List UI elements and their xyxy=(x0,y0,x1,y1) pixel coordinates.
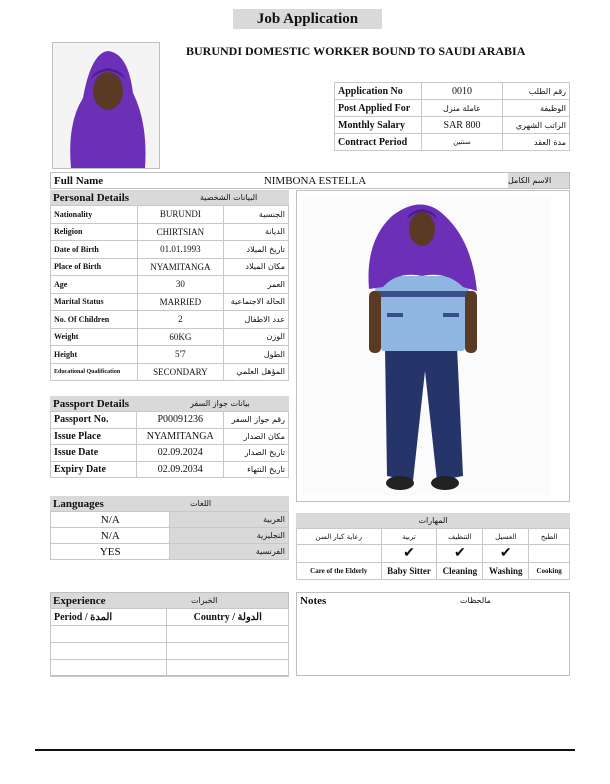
passport-details-table xyxy=(50,411,289,478)
nationality-label: Nationality xyxy=(51,206,138,224)
issue-date-label-ar: تاريخ الصدار xyxy=(224,445,289,462)
education-value: SECONDARY xyxy=(137,363,223,381)
skill-cooking-label: Cooking xyxy=(529,563,570,580)
application-no-value: 0010 xyxy=(421,83,502,100)
age-label: Age xyxy=(51,276,138,294)
languages-heading-ar: اللغات xyxy=(190,496,289,511)
dob-value: 01.01.1993 xyxy=(137,241,223,259)
notes-heading: Notes xyxy=(300,594,327,607)
weight-label-ar: الوزن xyxy=(224,328,289,346)
contract-period-label: Contract Period xyxy=(335,134,422,151)
passport-no-value: P00091236 xyxy=(137,412,224,429)
issue-place-value: NYAMITANGA xyxy=(137,428,224,445)
experience-row xyxy=(51,626,289,643)
height-label: Height xyxy=(51,346,138,364)
notes-heading-ar: مالحظات xyxy=(460,596,491,605)
skill-washing-check: ✔ xyxy=(483,545,529,563)
experience-heading: Experience xyxy=(51,593,191,608)
personal-details-heading: Personal Details xyxy=(50,190,200,205)
languages-table xyxy=(50,511,289,560)
skill-cleaning-check: ✔ xyxy=(437,545,483,563)
expiry-date-label-ar: تاريخ النتهاء xyxy=(224,461,289,478)
monthly-salary-label-ar: الراتب الشهري xyxy=(503,117,570,134)
height-label-ar: الطول xyxy=(224,346,289,364)
expiry-date-value: 02.09.2034 xyxy=(137,461,224,478)
passport-no-label: Passport No. xyxy=(51,412,137,429)
age-label-ar: العمر xyxy=(224,276,289,294)
skills-heading-ar: المهارات xyxy=(296,513,570,528)
issue-place-label-ar: مكان الصدار xyxy=(224,428,289,445)
language-arabic-value: N/A xyxy=(51,512,170,528)
application-no-label: Application No xyxy=(335,83,422,100)
issue-date-value: 02.09.2024 xyxy=(137,445,224,462)
skill-babysitter-label-ar: تربية xyxy=(381,529,437,545)
dob-label-ar: تاريخ الميلاد xyxy=(224,241,289,259)
skill-cleaning-label: Cleaning xyxy=(437,563,483,580)
headshot-photo xyxy=(52,42,160,169)
page-title: Job Application xyxy=(233,9,382,29)
education-label-ar: المؤهل العلمي xyxy=(224,363,289,381)
skills-table xyxy=(296,528,570,580)
skill-babysitter-label: Baby Sitter xyxy=(381,563,437,580)
religion-label-ar: الديانة xyxy=(224,223,289,241)
full-name-value: NIMBONA ESTELLA xyxy=(263,174,367,187)
full-name-label-ar: الاسم الكامل xyxy=(508,173,569,188)
age-value: 30 xyxy=(137,276,223,294)
application-table xyxy=(334,82,570,151)
skill-elderly-label: Care of the Elderly xyxy=(297,563,382,580)
passport-no-label-ar: رقم جواز السفر xyxy=(224,412,289,429)
weight-value: 60KG xyxy=(137,328,223,346)
language-french-label: الفرنسية xyxy=(170,544,289,560)
weight-label: Weight xyxy=(51,328,138,346)
languages-heading: Languages xyxy=(50,496,190,511)
children-value: 2 xyxy=(137,311,223,329)
experience-row xyxy=(51,660,289,677)
expiry-date-label: Expiry Date xyxy=(51,461,137,478)
passport-details-heading-ar: بيانات جواز السفر xyxy=(190,396,289,411)
place-of-birth-value: NYAMITANGA xyxy=(137,258,223,276)
footer-divider xyxy=(35,749,575,751)
post-applied-value: عاملة منزل xyxy=(421,100,502,117)
contract-period-label-ar: مدة العقد xyxy=(503,134,570,151)
marital-status-value: MARRIED xyxy=(137,293,223,311)
skill-cleaning-label-ar: التنظيف xyxy=(437,529,483,545)
place-of-birth-label: Place of Birth xyxy=(51,258,138,276)
monthly-salary-label: Monthly Salary xyxy=(335,117,422,134)
experience-period-header: Period / المدة xyxy=(51,609,167,626)
experience-row xyxy=(51,643,289,660)
page-subtitle: BURUNDI DOMESTIC WORKER BOUND TO SAUDI ARABIA xyxy=(186,43,526,58)
language-english-value: N/A xyxy=(51,528,170,544)
religion-label: Religion xyxy=(51,223,138,241)
experience-country-header: Country / الدولة xyxy=(167,609,289,626)
language-french-value: YES xyxy=(51,544,170,560)
education-label: Educational Qualification xyxy=(51,363,138,381)
skill-washing-label-ar: الغسيل xyxy=(483,529,529,545)
passport-details-heading: Passport Details xyxy=(50,396,190,411)
skill-washing-label: Washing xyxy=(483,563,529,580)
issue-place-label: Issue Place xyxy=(51,428,137,445)
language-arabic-label: العربية xyxy=(170,512,289,528)
post-applied-label-ar: الوظيفة xyxy=(503,100,570,117)
children-label-ar: عدد الاطفال xyxy=(224,311,289,329)
language-english-label: النجليزية xyxy=(170,528,289,544)
experience-heading-ar: الخبرات xyxy=(191,593,288,608)
children-label: No. Of Children xyxy=(51,311,138,329)
skill-elderly-check xyxy=(297,545,382,563)
dob-label: Date of Birth xyxy=(51,241,138,259)
skill-elderly-label-ar: رعاية كبار السن xyxy=(297,529,382,545)
nationality-value: BURUNDI xyxy=(137,206,223,224)
application-no-label-ar: رقم الطلب xyxy=(503,83,570,100)
full-name-label: Full Name xyxy=(54,174,104,187)
personal-details-table xyxy=(50,205,289,381)
monthly-salary-value: SAR 800 xyxy=(421,117,502,134)
nationality-label-ar: الجنسية xyxy=(224,206,289,224)
religion-value: CHIRTSIAN xyxy=(137,223,223,241)
height-value: 5'7 xyxy=(137,346,223,364)
full-body-photo xyxy=(296,190,570,502)
marital-status-label-ar: الحالة الاجتماعية xyxy=(224,293,289,311)
skill-cooking-check xyxy=(529,545,570,563)
issue-date-label: Issue Date xyxy=(51,445,137,462)
experience-table xyxy=(50,608,289,677)
contract-period-value: سنتين xyxy=(421,134,502,151)
skill-cooking-label-ar: الطبخ xyxy=(529,529,570,545)
skill-babysitter-check: ✔ xyxy=(381,545,437,563)
marital-status-label: Marital Status xyxy=(51,293,138,311)
post-applied-label: Post Applied For xyxy=(335,100,422,117)
place-of-birth-label-ar: مكان الميلاد xyxy=(224,258,289,276)
personal-details-heading-ar: البيانات الشخصية xyxy=(200,190,289,205)
